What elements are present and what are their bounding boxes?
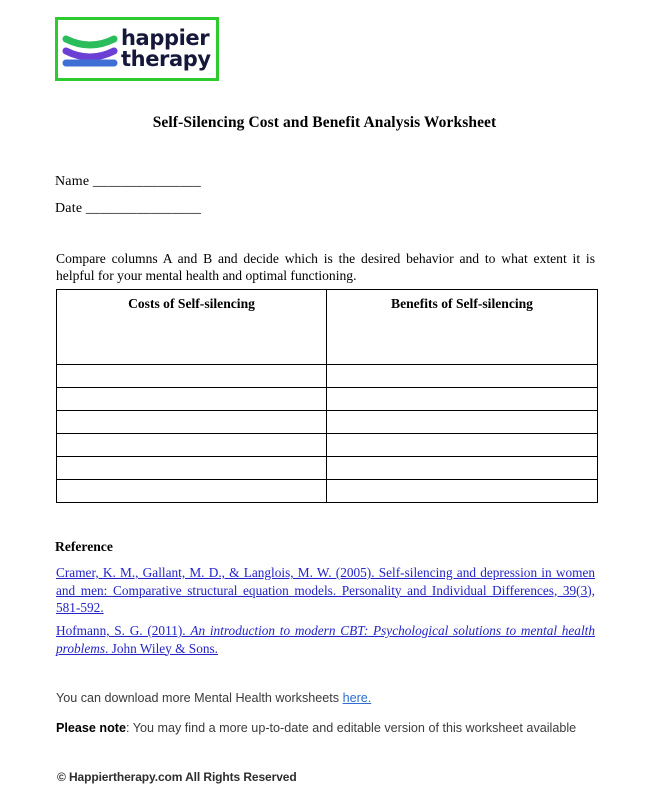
table-row [57,480,598,503]
cell-costs[interactable] [57,457,327,480]
cell-benefits[interactable] [327,388,598,411]
instruction-text: Compare columns A and B and decide which is the desired behavior and to what extent it is helpful for your mental health and optimal functioning. [56,251,595,283]
brand-logo [55,17,219,81]
reference-hofmann-author: Hofmann, S. G. (2011). [56,623,191,638]
cell-benefits[interactable] [327,457,598,480]
name-field-label[interactable]: Name _______________ [55,174,201,189]
please-note-text: : You may find a more up-to-date and editable version of this worksheet available [126,721,577,735]
cell-costs[interactable] [57,434,327,457]
table-row [57,365,598,388]
download-note-text: You can download more Mental Health worksheets [56,691,343,705]
page-title: Self-Silencing Cost and Benefit Analysis Worksheet [152,114,497,131]
reference-hofmann-title: An introduction to modern CBT: Psychological solutions to mental health problems [56,623,595,656]
logo-word-therapy: therapy [121,47,211,71]
reference-hofmann-publisher: . John Wiley & Sons. [105,640,218,656]
cell-costs[interactable] [57,411,327,434]
cell-benefits[interactable] [327,411,598,434]
please-note [56,720,601,736]
table-header-row [57,290,598,365]
date-field-label[interactable]: Date ________________ [55,201,202,216]
table-row [57,457,598,480]
cell-costs[interactable] [57,365,327,388]
cost-benefit-table [56,289,598,503]
cell-costs[interactable] [57,388,327,411]
reference-link-cramer[interactable]: Cramer, K. M., Gallant, M. D., & Langlois, M. W. (2005). Self-silencing and depression in women and men: Comparative structural equation models. Personality and Individual Differences, 39(3), 581-592. [56,565,595,615]
column-header-costs: Costs of Self-silencing [57,290,327,365]
copyright-text: © Happiertherapy.com All Rights Reserved [57,770,297,784]
reference-heading: Reference [55,539,113,554]
cell-benefits[interactable] [327,434,598,457]
logo-word-happier: happier [121,26,210,50]
logo-wordmark [121,28,211,70]
please-note-label: Please note [56,721,126,735]
cell-costs[interactable] [57,480,327,503]
reference-item-2 [56,622,595,657]
reference-link-hofmann[interactable] [56,623,595,656]
table-row [57,411,598,434]
cell-benefits[interactable] [327,365,598,388]
table-row [57,388,598,411]
download-here-link[interactable]: here. [342,691,372,705]
logo-bars-icon [62,26,118,72]
table-row [57,434,598,457]
column-header-benefits: Benefits of Self-silencing [327,290,598,365]
table-body [57,365,598,503]
cell-benefits[interactable] [327,480,598,503]
reference-item-1 [56,564,595,617]
download-note [56,690,601,706]
